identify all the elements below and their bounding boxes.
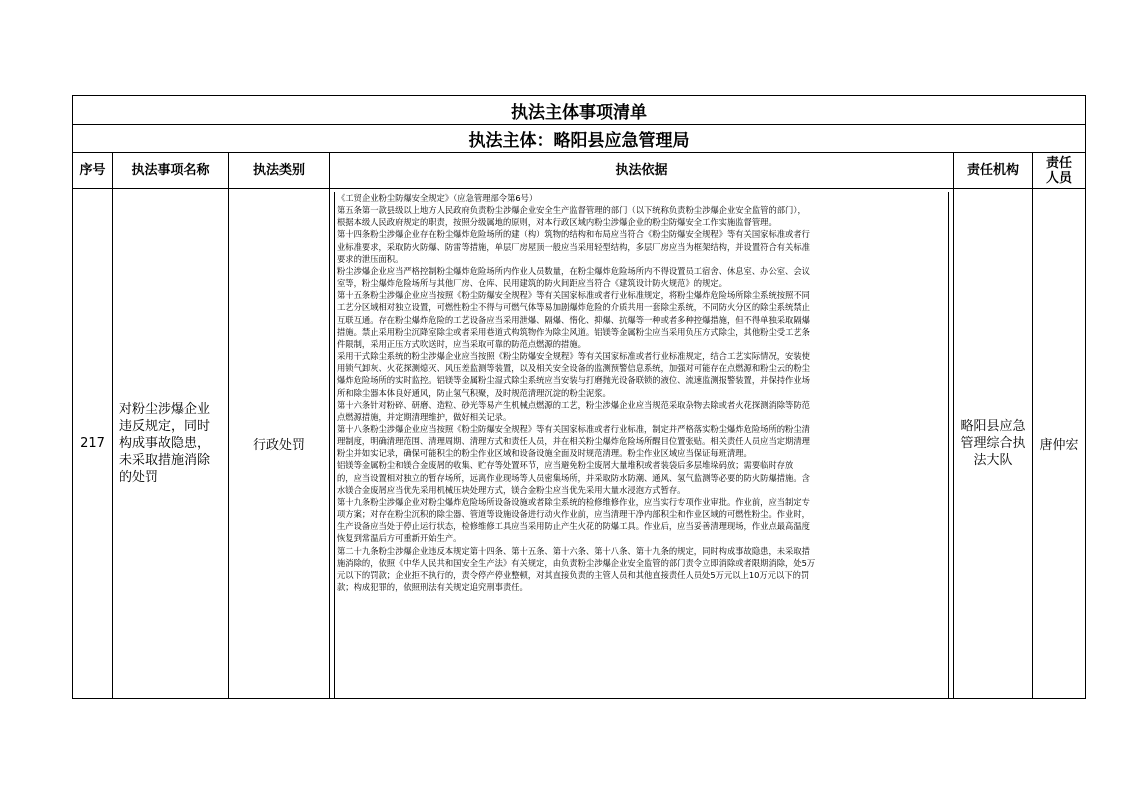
row-responsible-org-cell [954,189,1033,698]
legal-basis-line: 《工贸企业粉尘防爆安全规定》（应急管理部令第6号） [337,193,538,203]
enforcement-subject: 执法主体：略阳县应急管理局 [73,125,1085,153]
legal-basis-line: 水镁合金废屑应当优先采用机械压块处理方式，镁合金粉尘应当优先采用大量水浸泡方式暂存。 [337,484,686,495]
header-serial-number: 序号 [73,153,113,188]
legal-basis-line: 第十五条粉尘涉爆企业应当按照《粉尘防爆安全规程》等有关国家标准或者行业标准规定，将粉尘爆炸危险场所除尘系统按照不同 [337,290,810,301]
legal-basis-line: 生产设备应当处于停止运行状态，检修维修工具应当采用防止产生火花的防爆工具。作业后，应当妥善清理现场，作业点最高温度 [337,521,810,532]
row-category: 行政处罚 [229,189,330,698]
row-responsible-org: 略阳县应急管理综合执法大队 [960,419,1026,468]
legal-basis-line: 室等，粉尘爆炸危险场所与其他厂房、仓库、民用建筑的防火间距应当符合《建筑设计防火规范》的规定。 [337,278,727,289]
legal-basis-line: 业标准要求，采取防火防爆、防雷等措施，单层厂房屋顶一般应当采用轻型结构，多层厂房应当为框架结构，并设置符合有关标准 [337,241,810,252]
legal-basis-line: 粉尘并如实记录，确保可能积尘的粉尘作业区域和设备设施全面及时规范清理。粉尘作业区域应当保证每班清理。 [337,448,752,459]
table-row [73,189,1085,698]
header-item-name: 执法事项名称 [113,153,229,188]
row-item-name-cell [113,189,229,698]
legal-basis-line: 第五条第一款县级以上地方人民政府负责粉尘涉爆企业安全生产监督管理的部门（以下统称负责粉尘涉爆企业安全监管的部门）， [337,205,806,216]
legal-basis-line: 款；构成犯罪的，依照刑法有关规定追究刑事责任。 [337,582,528,592]
legal-basis-line: 第十四条粉尘涉爆企业存在粉尘爆炸危险场所的建（构）筑物的结构和布局应当符合《粉尘防爆安全规程》等有关国家标准或者行 [337,229,810,240]
legal-basis-line: 第十六条针对粉碎、研磨、造粒、砂光等易产生机械点燃源的工艺，粉尘涉爆企业应当规范采取杂物去除或者火花探测消除等防范 [337,399,810,410]
legal-basis-line: 措施。禁止采用粉尘沉降室除尘或者采用巷道式构筑物作为除尘风道。铝镁等金属粉尘应当采用负压方式除尘，其他粉尘受工艺条 [337,326,810,337]
legal-basis-line: 件限制，采用正压方式吹送时，应当采取可靠的防范点燃源的措施。 [337,338,586,349]
legal-basis-line: 的，应当设置相对独立的暂存场所，远离作业现场等人员密集场所，并采取防水防潮、通风、氢气监测等必要的防火防爆措施。含 [337,472,810,483]
legal-basis-line: 元以下的罚款；企业拒不执行的，责令停产停业整顿，对其直接负责的主管人员和其他直接责任人员处5万元以上10万元以下的罚 [337,569,810,580]
legal-basis-line: 爆炸危险场所的实时监控。铝镁等金属粉尘湿式除尘系统应当安装与打磨抛光设备联锁的液位、流速监测报警装置，并保持作业场 [337,375,810,386]
legal-basis-text [337,192,946,593]
legal-basis-line: 项方案；对存在粉尘沉积的除尘器、管道等设施设备进行动火作业前，应当清理干净内部积尘和作业区域的可燃性粉尘。作业时， [337,509,810,520]
legal-basis-line: 工艺分区域相对独立设置，可燃性粉尘不得与可燃气体等易加剧爆炸危险的介质共用一套除尘系统，不同防火分区的除尘系统禁止 [337,302,810,313]
row-legal-basis-cell [330,189,954,698]
legal-basis-line: 所和除尘器本体良好通风，防止氢气积聚，及时规范清理沉淀的粉尘泥浆。 [337,387,611,398]
legal-basis-line: 用锁气卸灰、火花探测熄灭、风压差监测等装置，以及相关安全设备的监测预警信息系统，加强对可能存在点燃源和粉尘云的粉尘 [337,363,810,374]
header-category: 执法类别 [229,153,330,188]
header-legal-basis: 执法依据 [330,153,954,188]
legal-basis-line: 第二十九条粉尘涉爆企业违反本规定第十四条、第十五条、第十六条、第十八条、第十九条的规定，同时构成事故隐患，未采取措 [337,545,810,556]
header-responsible-person [1033,153,1085,188]
legal-basis-line: 施消除的，依照《中华人民共和国安全生产法》有关规定，由负责粉尘涉爆企业安全监管的部门责令立即消除或者限期消除，处5万 [337,557,816,568]
legal-basis-line: 采用干式除尘系统的粉尘涉爆企业应当按照《粉尘防爆安全规程》等有关国家标准或者行业标准规定，结合工艺实际情况，安装使 [337,351,810,362]
legal-basis-line: 第十八条粉尘涉爆企业应当按照《粉尘防爆安全规程》等有关国家标准或者行业标准，制定并严格落实粉尘爆炸危险场所的粉尘清 [337,423,810,434]
legal-basis-textbox [334,192,949,698]
header-responsible-person-text: 责任人员 [1045,155,1072,186]
legal-basis-line: 铝镁等金属粉尘和镁合金废屑的收集、贮存等处置环节，应当避免粉尘废屑大量堆积或者装袋后多层堆垛码放；需要临时存放 [337,460,794,471]
row-serial-number: 217 [73,189,113,698]
legal-basis-line: 互联互通。存在粉尘爆炸危险的工艺设备应当采用泄爆、隔爆、惰化、抑爆、抗爆等一种或者多种控爆措施，但不得单独采取隔爆 [337,314,810,325]
legal-basis-line: 根据本级人民政府规定的职责，按照分级属地的原则，对本行政区域内粉尘涉爆企业的粉尘防爆安全工作实施监督管理。 [337,217,777,228]
table-header-row [73,153,1085,189]
legal-basis-line: 点燃源措施，并定期清理维护，做好相关记录。 [337,411,512,422]
row-responsible-person: 唐仲宏 [1039,438,1079,453]
legal-basis-line: 要求的泄压面积。 [337,253,404,264]
header-responsible-org: 责任机构 [954,153,1033,188]
legal-basis-line: 理制度，明确清理范围、清理周期、清理方式和责任人员，并在相关粉尘爆炸危险场所醒目位置张贴。相关责任人员应当定期清理 [337,436,810,447]
enforcement-list-table [72,95,1086,699]
table-title: 执法主体事项清单 [73,96,1085,125]
legal-basis-line: 第十九条粉尘涉爆企业对粉尘爆炸危险场所设备设施或者除尘系统的检修维修作业，应当实行专项作业审批。作业前，应当制定专 [337,496,810,507]
row-item-name: 对粉尘涉爆企业违反规定，同时构成事故隐患，未采取措施消除的处罚 [119,402,211,485]
legal-basis-line: 粉尘涉爆企业应当严格控制粉尘爆炸危险场所内作业人员数量，在粉尘爆炸危险场所内不得设置员工宿舍、休息室、办公室、会议 [337,265,810,276]
legal-basis-line: 恢复到常温后方可重新开始生产。 [337,533,462,544]
